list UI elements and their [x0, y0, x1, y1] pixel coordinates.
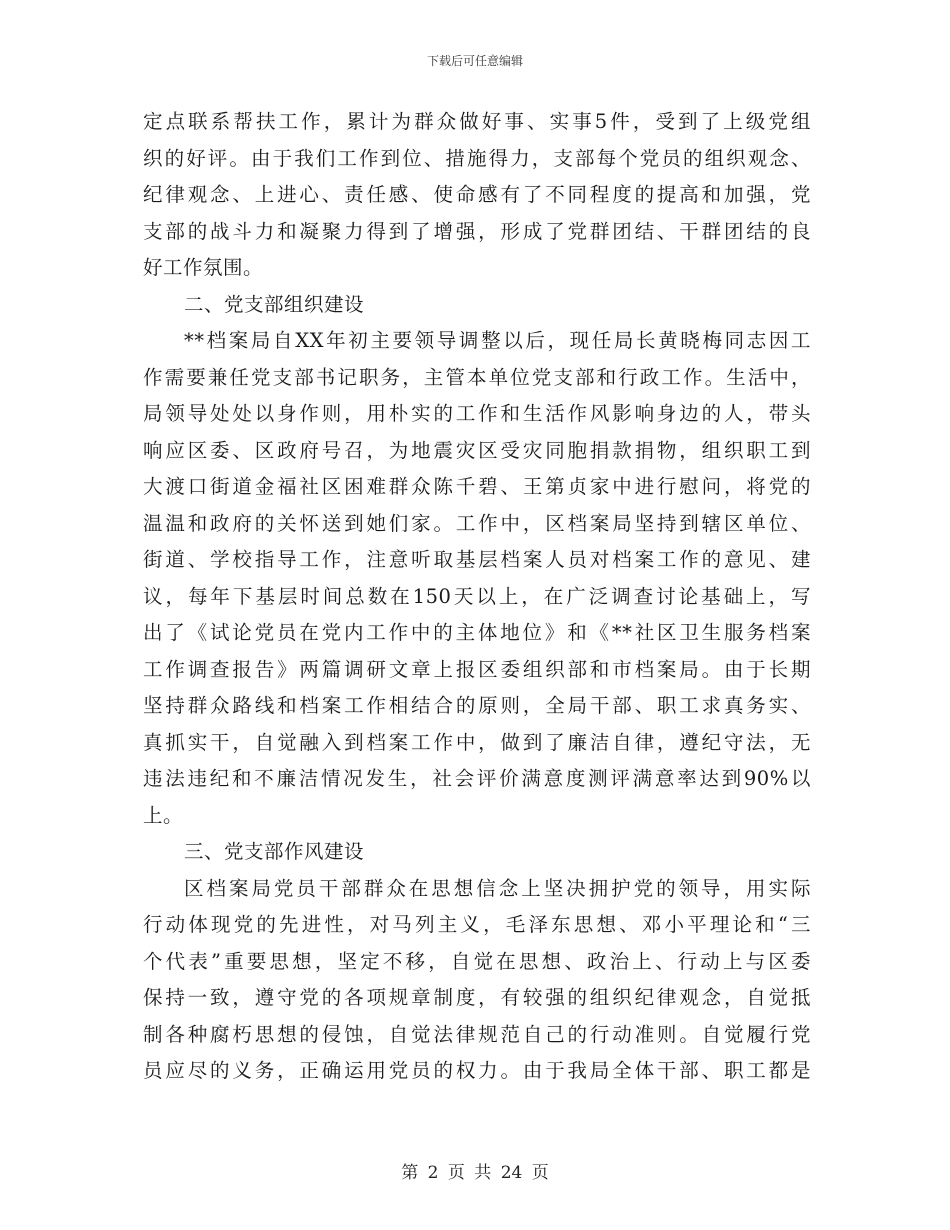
text-line: 制各种腐朽思想的侵蚀，自觉法律规范自己的行动准则。自觉履行党 — [143, 1022, 811, 1046]
text-line: 织的好评。由于我们工作到位、措施得力，支部每个党员的组织观念、 — [143, 146, 811, 170]
page-number: 第 2 页 共 24 页 — [401, 1163, 549, 1183]
text-line: 区档案局党员干部群众在思想信念上坚决拥护党的领导，用实际 — [184, 876, 811, 900]
text-line: 行动体现党的先进性，对马列主义，毛泽东思想、邓小平理论和“三 — [143, 913, 811, 936]
text-line: 作需要兼任党支部书记职务，主管本单位党支部和行政工作。生活中， — [143, 365, 811, 389]
text-line: 上。 — [143, 803, 184, 827]
text-line: 街道、学校指导工作，注意听取基层档案人员对档案工作的意见、建 — [143, 548, 811, 571]
text-line: 工作调查报告》两篇调研文章上报区委组织部和市档案局。由于长期 — [143, 657, 811, 681]
text-line: 定点联系帮扶工作，累计为群众做好事、实事5件，受到了上级党组 — [143, 110, 811, 133]
page-header: 下载后可任意编辑 — [426, 54, 523, 68]
text-line: 支部的战斗力和凝聚力得到了增强，形成了党群团结、干群团结的良 — [143, 219, 811, 243]
text-line: **档案局自XX年初主要领导调整以后，现任局长黄晓梅同志因工 — [184, 329, 811, 352]
section-heading: 二、党支部组织建设 — [184, 292, 365, 316]
text-line: 坚持群众路线和档案工作相结合的原则，全局干部、职工求真务实、 — [143, 694, 811, 717]
text-line: 出了《试论党员在党内工作中的主体地位》和《**社区卫生服务档案 — [143, 621, 811, 644]
text-line: 响应区委、区政府号召，为地震灾区受灾同胞捐款捐物，组织职工到 — [143, 438, 811, 462]
text-line: 保持一致，遵守党的各项规章制度，有较强的组织纪律观念，自觉抵 — [143, 986, 811, 1009]
text-line: 员应尽的义务，正确运用党员的权力。由于我局全体干部、职工都是 — [143, 1059, 811, 1082]
text-line: 温温和政府的关怀送到她们家。工作中，区档案局坚持到辖区单位、 — [143, 511, 811, 535]
text-line: 议，每年下基层时间总数在150天以上，在广泛调查讨论基础上，写 — [143, 584, 811, 608]
text-line: 真抓实干，自觉融入到档案工作中，做到了廉洁自律，遵纪守法，无 — [143, 730, 811, 754]
text-line: 纪律观念、上进心、责任感、使命感有了不同程度的提高和加强，党 — [143, 183, 811, 206]
text-line: 个代表”重要思想，坚定不移，自觉在思想、政治上、行动上与区委 — [143, 949, 811, 973]
document-body — [143, 104, 811, 1090]
text-line: 局领导处处以身作则，用朴实的工作和生活作风影响身边的人，带头 — [143, 402, 811, 425]
text-line: 违法违纪和不廉洁情况发生，社会评价满意度测评满意率达到90%以 — [143, 767, 811, 790]
text-line: 好工作氛围。 — [143, 256, 264, 279]
text-line: 大渡口街道金福社区困难群众陈千碧、王第贞家中进行慰问，将党的 — [143, 475, 811, 498]
section-heading: 三、党支部作风建设 — [184, 840, 365, 863]
